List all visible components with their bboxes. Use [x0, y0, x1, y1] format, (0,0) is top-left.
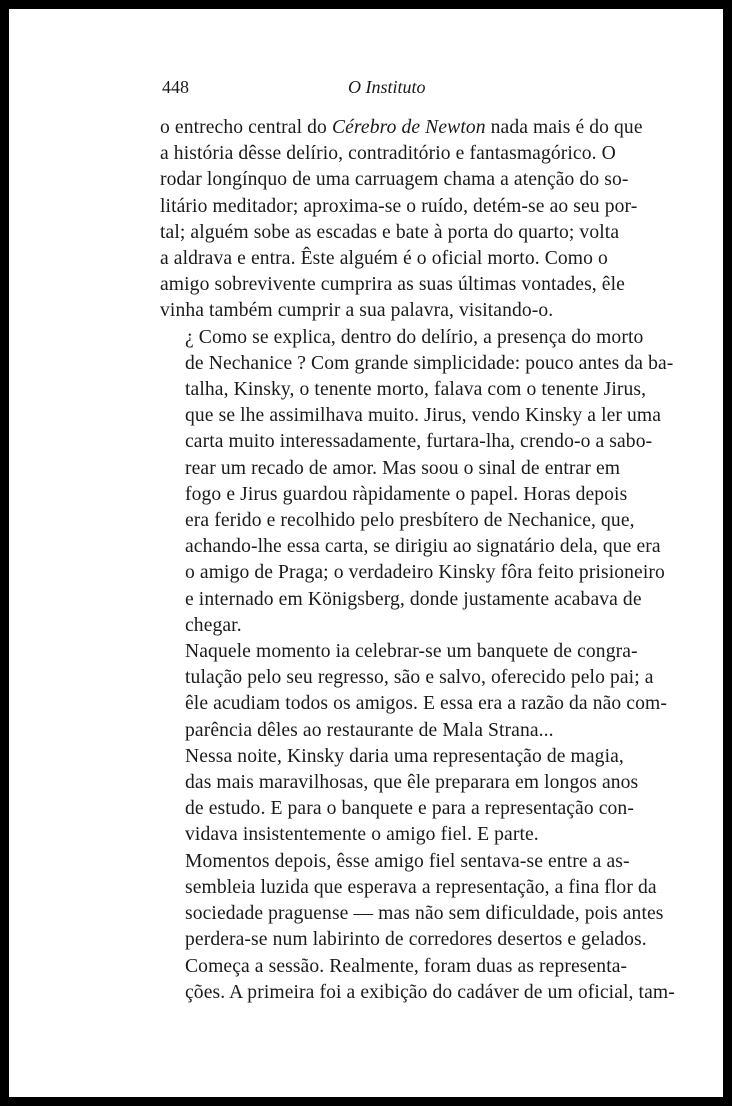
text-line: e internado em Königsberg, donde justamente acabava de	[185, 588, 642, 610]
text-line: tal; alguém sobe as escadas e bate à porta do quarto; volta	[160, 221, 620, 243]
paragraph-p2	[160, 325, 674, 639]
text-line: êle acudiam todos os amigos. E essa era a razão da não com-	[185, 693, 667, 715]
text-line: Começa a sessão. Realmente, foram duas as representa-	[185, 955, 628, 977]
text-line: a aldrava e entra. Êste alguém é o oficial morto. Como o	[160, 248, 608, 270]
text-line: Naquele momento ia celebrar-se um banquete de congra-	[185, 641, 638, 663]
text-line: ções. A primeira foi a exibição do cadáver de um oficial, tam-	[185, 981, 675, 1003]
text-line: talha, Kinsky, o tenente morto, falava com o tenente Jirus,	[185, 379, 647, 401]
page-number: 448	[162, 77, 189, 97]
text-line: vidava insistentemente o amigo fiel. E parte.	[185, 824, 539, 846]
text-line: a história dêsse delírio, contraditório e fantasmagórico. O	[160, 143, 616, 165]
text-line: que se lhe assimilhava muito. Jirus, vendo Kinsky a ler uma	[185, 405, 662, 427]
text-line: o amigo de Praga; o verdadeiro Kinsky fôra feito prisioneiro	[185, 562, 665, 584]
italic-title: Cérebro de Newton	[331, 117, 486, 138]
text-line: amigo sobrevivente cumprira as suas últimas vontades, êle	[160, 274, 625, 296]
text-line: achando-lhe essa carta, se dirigiu ao signatário dela, que era	[185, 536, 661, 558]
text-line: de estudo. E para o banquete e para a representação con-	[185, 798, 634, 820]
text-line: Momentos depois, êsse amigo fiel sentava-se entre a as-	[185, 850, 630, 872]
text-line: era ferido e recolhido pelo presbítero de Nechanice, que,	[185, 510, 635, 532]
text-line: rodar longínquo de uma carruagem chama a atenção do so-	[160, 169, 629, 191]
text-line: das mais maravilhosas, que êle preparara em longos anos	[185, 772, 639, 794]
text-line: sociedade praguense — mas não sem dificuldade, pois antes	[185, 903, 664, 925]
text-line: o entrecho central do Cérebro de Newton nada mais é do que	[160, 117, 643, 138]
paragraph-p3	[160, 639, 667, 744]
body-text	[160, 115, 675, 1006]
text-line: fogo e Jirus guardou ràpidamente o papel. Horas depois	[185, 483, 628, 505]
text-line: carta muito interessadamente, furtara-lha, crendo-o a sabo-	[185, 431, 653, 453]
text-line: sembleia luzida que esperava a representação, a fina flor da	[185, 876, 657, 898]
running-title: O Instituto	[348, 77, 426, 97]
paragraph-p1	[160, 115, 643, 325]
paragraph-p6	[160, 954, 675, 1006]
text-line: ¿ Como se explica, dentro do delírio, a presença do morto	[185, 326, 644, 348]
text-line: perdera-se num labirinto de corredores desertos e gelados.	[185, 929, 647, 951]
text-line: tulação pelo seu regresso, são e salvo, oferecido pelo pai; a	[185, 667, 654, 689]
text-line: Nessa noite, Kinsky daria uma representação de magia,	[185, 745, 624, 767]
text-line: litário meditador; aproxima-se o ruído, detém-se ao seu por-	[160, 195, 638, 217]
book-page	[9, 9, 723, 1097]
text-line: chegar.	[185, 614, 242, 636]
text-line: parência dêles ao restaurante de Mala Strana...	[185, 719, 554, 741]
paragraph-p5	[160, 849, 664, 954]
page-header	[162, 77, 592, 107]
paragraph-p4	[160, 744, 639, 849]
text-line: vinha também cumprir a sua palavra, visitando-o.	[160, 300, 554, 322]
text-line: de Nechanice ? Com grande simplicidade: pouco antes da ba-	[185, 352, 674, 374]
text-line: rear um recado de amor. Mas soou o sinal de entrar em	[185, 457, 621, 479]
